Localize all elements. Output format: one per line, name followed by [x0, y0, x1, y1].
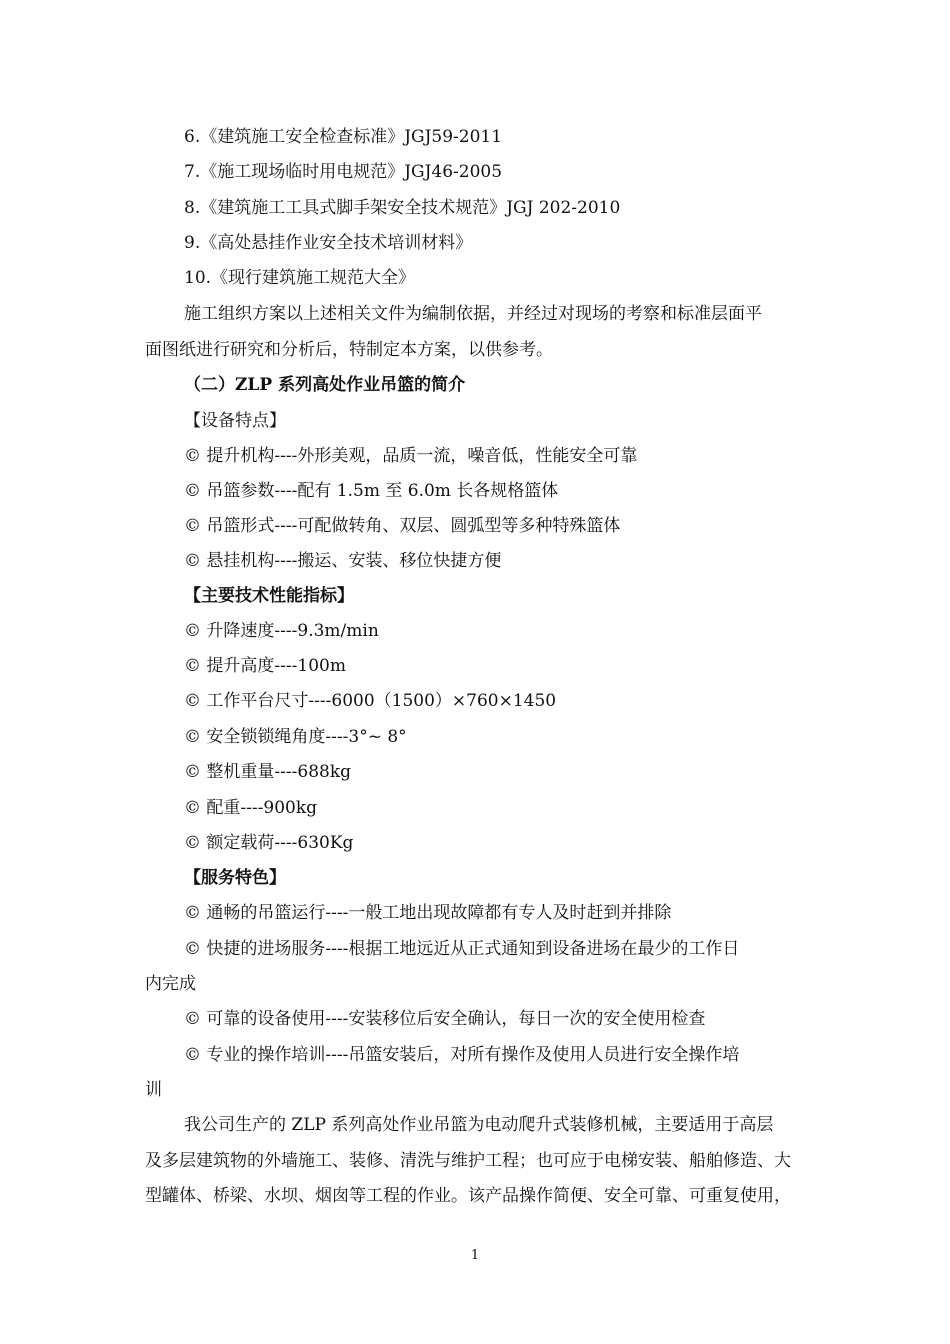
service-item: © 通畅的吊篮运行----一般工地出现故障都有专人及时赶到并排除	[184, 903, 672, 923]
specs-heading: 【主要技术性能指标】	[184, 586, 354, 606]
features-heading: 【设备特点】	[184, 411, 286, 431]
reference-item: 9.《高处悬挂作业安全技术培训材料》	[184, 233, 473, 253]
intro-paragraph-line: 施工组织方案以上述相关文件为编制依据，并经过对现场的考察和标准层面平	[184, 304, 762, 324]
reference-item: 10.《现行建筑施工规范大全》	[184, 268, 416, 288]
intro-paragraph-line: 面图纸进行研究和分析后，特制定本方案，以供参考。	[145, 340, 553, 360]
section-title: （二）ZLP 系列高处作业吊篮的简介	[184, 375, 466, 395]
service-item-continuation: 内完成	[145, 974, 196, 994]
reference-item: 8.《建筑施工工具式脚手架安全技术规范》JGJ 202-2010	[184, 198, 621, 218]
service-item: © 专业的操作培训----吊篮安装后，对所有操作及使用人员进行安全操作培	[184, 1045, 740, 1065]
spec-item: © 安全锁锁绳角度----3°~ 8°	[184, 727, 407, 747]
closing-paragraph-line: 我公司生产的 ZLP 系列高处作业吊篮为电动爬升式装修机械，主要适用于高层	[184, 1115, 774, 1135]
spec-item: © 升降速度----9.3m/min	[184, 621, 379, 641]
feature-item: © 提升机构----外形美观，品质一流，噪音低，性能安全可靠	[184, 446, 638, 466]
feature-item: © 吊篮形式----可配做转角、双层、圆弧型等多种特殊篮体	[184, 516, 621, 536]
spec-item: © 提升高度----100m	[184, 656, 346, 676]
feature-item: © 吊篮参数----配有 1.5m 至 6.0m 长各规格篮体	[184, 481, 559, 501]
spec-item: © 工作平台尺寸----6000（1500）×760×1450	[184, 691, 557, 711]
feature-item: © 悬挂机构----搬运、安装、移位快捷方便	[184, 551, 502, 571]
spec-item: © 整机重量----688kg	[184, 762, 352, 782]
page-number: 1	[470, 1248, 480, 1263]
service-item: © 快捷的进场服务----根据工地远近从正式通知到设备进场在最少的工作日	[184, 939, 740, 959]
reference-item: 6.《建筑施工安全检查标准》JGJ59-2011	[184, 127, 503, 147]
closing-paragraph-line: 型罐体、桥梁、水坝、烟囱等工程的作业。该产品操作简便、安全可靠、可重复使用，	[145, 1186, 791, 1206]
service-item: © 可靠的设备使用----安装移位后安全确认，每日一次的安全使用检查	[184, 1009, 706, 1029]
reference-item: 7.《施工现场临时用电规范》JGJ46-2005	[184, 162, 503, 182]
closing-paragraph-line: 及多层建筑物的外墙施工、装修、清洗与维护工程；也可应于电梯安装、船舶修造、大	[145, 1151, 791, 1171]
spec-item: © 配重----900kg	[184, 798, 318, 818]
spec-item: © 额定载荷----630Kg	[184, 833, 354, 853]
service-heading: 【服务特色】	[184, 868, 286, 888]
service-item-continuation: 训	[145, 1080, 162, 1100]
